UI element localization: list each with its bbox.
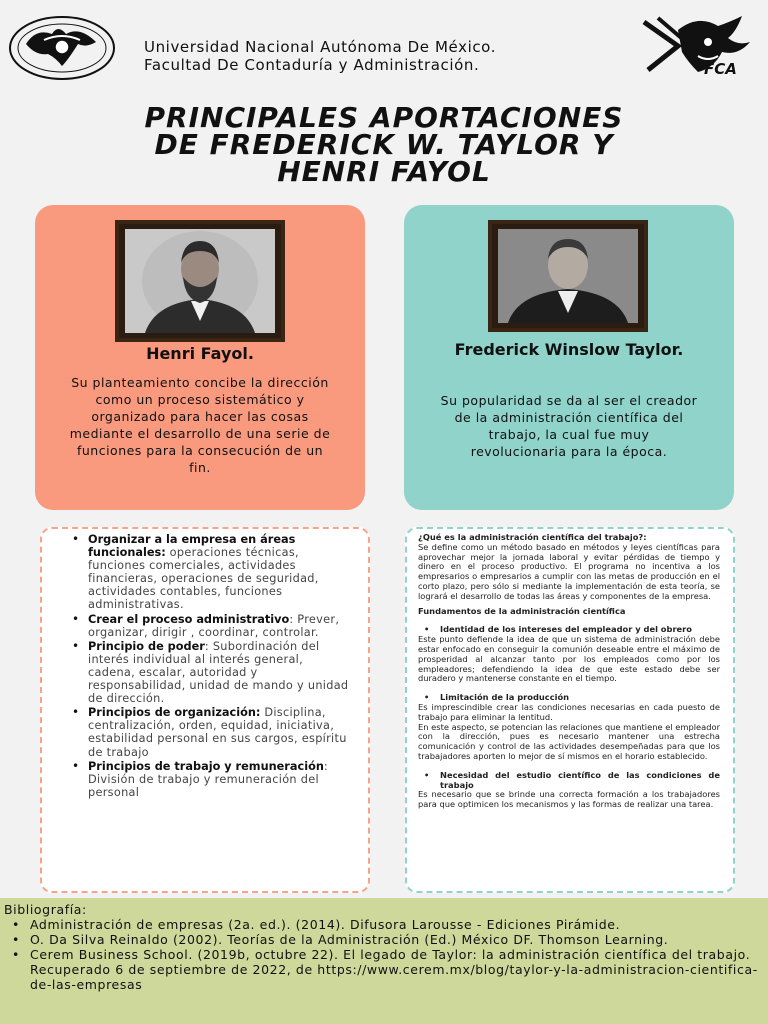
fundamental-item-text: Este punto defiende la idea de que un sistema de administración debe estar enfocado en conseguir la comunión deseable entre el máximo de prosperidad al alcanzar tanto por los empleados como por los empleadores; defendiendo la idea de que este estado debe ser duradero y mantenerse constante en el tiempo. [418, 634, 720, 684]
bibliography-item: • Administración de empresas (2a. ed.). (2014). Difusora Larousse - Ediciones Pirámide. [4, 917, 764, 932]
taylor-detail [418, 533, 720, 810]
fca-logo-icon [638, 12, 756, 88]
scientific-admin-definition: Se define como un método basado en métodos y leyes científicas para aprovechar mejor la jornada laboral y evitar pérdidas de tiempo y dinero en el proceso productivo. El programa no incentiva a los empresarios o empresarios a cumplir con las metas de producción en el corto plazo, pero sólo si mediante la implementación de esta teoría, se logrará el desarrollo de todas las áreas y componentes de la empresa. [418, 541, 720, 601]
fundamental-item-heading: • Identidad de los intereses del empleador y del obrero [418, 625, 720, 635]
taylor-portrait [488, 220, 648, 332]
title-line-2: DE FREDERICK W. TAYLOR Y [154, 128, 614, 161]
fayol-name: Henri Fayol. [146, 344, 254, 363]
bibliography [4, 902, 764, 992]
fundamental-item-text: Es necesario que se brinde una correcta formación a los trabajadores para que optimicen los mecanismos y las formas de realizar una tarea. [418, 789, 720, 810]
title-line-3: HENRI FAYOL [277, 155, 491, 188]
list-item: • Organizar a la empresa en áreas funcionales: operaciones técnicas, funciones comerciales, actividades financieras, operaciones de seguridad, actividades contables, funciones administrativas. [68, 533, 353, 612]
faculty-name: Facultad De Contaduría y Administración. [144, 56, 480, 74]
unam-seal-icon [6, 14, 118, 82]
title-line-1: PRINCIPALES APORTACIONES [144, 101, 624, 134]
fayol-description: Su planteamiento concibe la dirección como un proceso sistemático y organizado para hacer las cosas mediante el desarrollo de una serie de funciones para la consecución de un fin. [69, 375, 331, 475]
bibliography-title: Bibliografía: [4, 902, 87, 917]
taylor-description: Su popularidad se da al ser el creador de la administración científica del trabajo, la cual fue muy revolucionaria para la época. [440, 393, 698, 459]
fundamental-item-text: Es imprescindible crear las condiciones necesarias en cada puesto de trabajo para eliminar la lentitud. [418, 701, 720, 722]
fundamental-item-text: En este aspecto, se potencian las relaciones que mantiene el empleador con la dirección, pues es necesario mantener una estrecha comunicación y control de las actividades desempeñadas para que los trabajadores aporten lo mejor de sí mismos en el horario establecido. [418, 721, 720, 761]
list-item: • Principios de trabajo y remuneración: División de trabajo y remuneración del personal [68, 760, 353, 799]
fundamental-item-heading: • Necesidad del estudio científico de las condiciones de trabajo [418, 771, 720, 791]
list-item: • Crear el proceso administrativo: Prever, organizar, dirigir , coordinar, controlar. [68, 613, 353, 639]
list-item: • Principios de organización: Disciplina, centralización, orden, equidad, iniciativa, estabilidad personal en sus cargos, espíritu de trabajo [68, 706, 353, 758]
taylor-name: Frederick Winslow Taylor. [454, 340, 684, 359]
fundamentals-heading: Fundamentos de la administración científica [418, 605, 626, 616]
page-title [0, 101, 768, 188]
fayol-portrait [115, 220, 285, 342]
university-name: Universidad Nacional Autónoma De México. [144, 38, 497, 56]
fundamental-item-heading: • Limitación de la producción [418, 693, 720, 703]
scientific-admin-question: ¿Qué es la administración científica del trabajo?: [418, 532, 647, 542]
bibliography-item: • Cerem Business School. (2019b, octubre 22). El legado de Taylor: la administración científica del trabajo. Recuperado 6 de septiembre de 2022, de https://www.cerem.mx/blog/taylor-y-la-administracion-cientifica-de-las-empresas [4, 947, 764, 992]
fayol-principles-list [68, 533, 353, 800]
bibliography-item: • O. Da Silva Reinaldo (2002). Teorías de la Administración (Ed.) México DF. Thomson Learning. [4, 932, 764, 947]
header-text [144, 38, 496, 74]
fca-logo-text: FCA [704, 60, 737, 78]
list-item: • Principio de poder: Subordinación del interés individual al interés general, cadena, escalar, autoridad y responsabilidad, unidad de mando y unidad de dirección. [68, 640, 353, 705]
